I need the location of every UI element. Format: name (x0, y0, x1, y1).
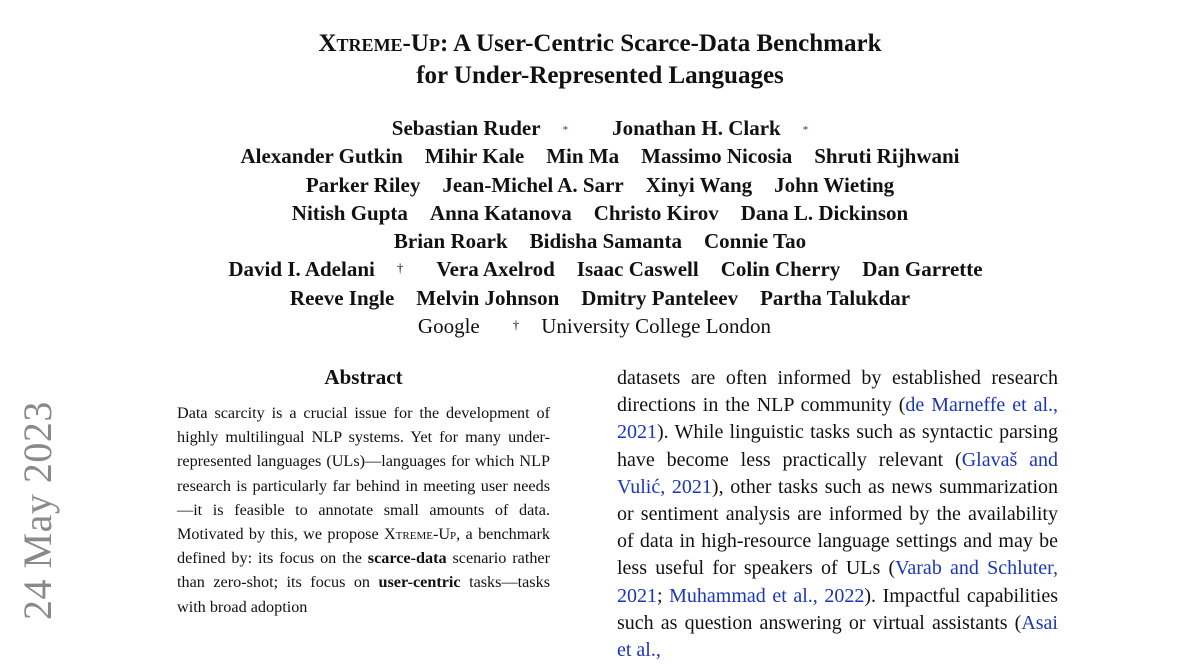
author-name: Melvin Johnson (416, 285, 560, 310)
affiliation-ucl: † University College London (512, 314, 772, 339)
citation-link[interactable]: de Marneffe et al., 2021 (617, 394, 1058, 444)
citation-link[interactable]: Asai et al., (617, 611, 1058, 662)
author-row (0, 284, 1200, 312)
emphasis-scarce-data: scarce-data (367, 549, 447, 568)
author-name: Jonathan H. Clark * (612, 116, 809, 140)
affiliation-google: Google (417, 314, 480, 339)
author-name: Jean-Michel A. Sarr (442, 172, 624, 197)
intro-paragraph: datasets are often informed by established research directions in the NLP community (de Marneffe et al., 2021). While linguistic tasks such as syntactic parsing have become less practically relevant (Glavaš and Vulić, 2021), other tasks such as news summarization or sentiment analysis are informed by the availability of data in high-resource language settings and may be less useful for speakers of ULs (Varab and Schluter, 2021; Muhammad et al., 2022). Impactful capabilities such as question answering or virtual assistants (Asai et al., (617, 367, 1059, 662)
arxiv-date-stamp: 24 May 2023 (15, 401, 60, 620)
author-name: Nitish Gupta (291, 200, 408, 225)
abstract-heading: Abstract (324, 365, 403, 389)
author-name: Sebastian Ruder * (391, 116, 569, 140)
author-name: Vera Axelrod (436, 257, 555, 282)
equal-contribution-mark: * (562, 124, 569, 136)
author-name: Connie Tao (703, 229, 807, 254)
citation-link[interactable]: Glavaš and Vulić, 2021 (617, 448, 1058, 498)
abstract-section (177, 364, 550, 619)
citation-link[interactable]: Muhammad et al., 2022 (669, 584, 865, 607)
author-name: Brian Roark (393, 229, 508, 254)
author-name: Xinyi Wang (645, 172, 753, 197)
author-row (0, 227, 1200, 255)
author-name: Dan Garrette (862, 257, 983, 282)
author-name: Min Ma (546, 144, 620, 169)
author-name: David I. Adelani † (228, 257, 404, 282)
affiliations (0, 312, 1200, 340)
author-row (0, 199, 1200, 227)
paper-title (0, 28, 1200, 92)
equal-contribution-mark: * (802, 124, 809, 136)
author-name: Reeve Ingle (289, 285, 395, 310)
author-row (0, 142, 1200, 170)
author-list (0, 114, 1200, 312)
benchmark-name: Xtreme-Up (318, 30, 440, 57)
author-name: Mihir Kale (424, 144, 525, 169)
affiliation-dagger-mark: † (512, 317, 520, 333)
author-row (0, 171, 1200, 199)
author-name: John Wieting (774, 172, 895, 197)
title-line2: for Under-Represented Languages (416, 62, 784, 89)
benchmark-name: Xtreme-Up (383, 525, 457, 544)
author-row (0, 114, 1200, 142)
citation-link[interactable]: Varab and Schluter, 2021 (617, 557, 1058, 607)
affiliation-dagger-mark: † (396, 260, 404, 276)
author-row (0, 255, 1200, 283)
author-name: Parker Riley (305, 172, 421, 197)
intro-column (617, 365, 1058, 664)
paper-header (0, 28, 1200, 340)
author-name: Alexander Gutkin (240, 144, 403, 169)
abstract-text: Data scarcity is a crucial issue for the development of highly multilingual NLP systems. Yet for many under-represented languages (ULs)—languages for which NLP research is particularly far behind in meeting user needs—it is feasible to annotate small amounts of data. Motivated by this, we propose Xtreme-Up, a benchmark defined by: its focus on the scarce-data scenario rather than zero-shot; its focus on user-centric tasks—tasks with broad adoption (177, 404, 551, 616)
author-name: Dmitry Panteleev (581, 285, 739, 310)
author-name: Colin Cherry (720, 257, 841, 282)
author-name: Bidisha Samanta (529, 229, 682, 254)
author-name: Dana L. Dickinson (740, 200, 909, 225)
author-name: Isaac Caswell (576, 257, 699, 282)
author-name: Partha Talukdar (760, 285, 911, 310)
author-name: Massimo Nicosia (641, 144, 793, 169)
author-name: Anna Katanova (429, 200, 572, 225)
author-name: Christo Kirov (593, 200, 719, 225)
emphasis-user-centric: user-centric (378, 573, 461, 592)
title-line1-rest: : A User-Centric Scarce-Data Benchmark (439, 30, 882, 57)
author-name: Shruti Rijhwani (814, 144, 960, 169)
